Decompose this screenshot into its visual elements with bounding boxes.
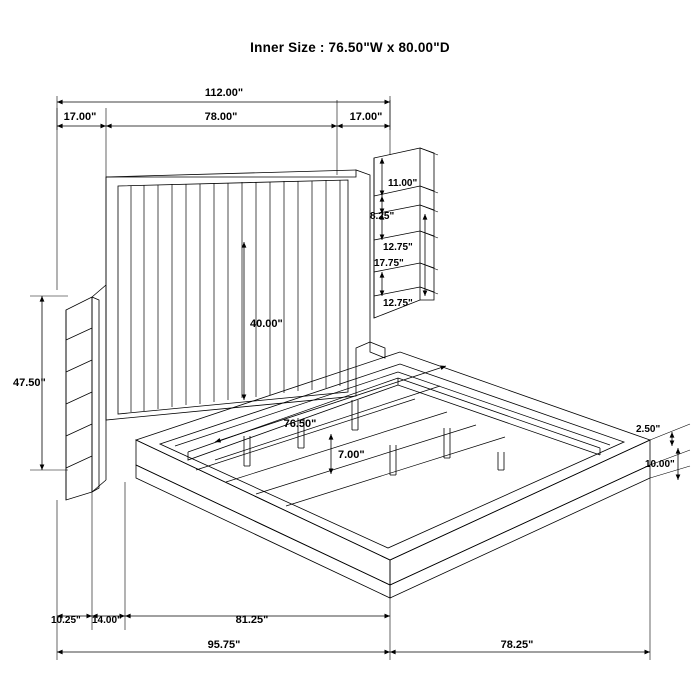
dim-label-rail-top-thickness: 2.50"	[636, 424, 661, 435]
dim-label-shelf-gap-1: 11.00"	[388, 178, 418, 189]
dim-label-bed-depth: 81.25"	[235, 614, 269, 626]
dim-label-overall-width: 112.00"	[204, 87, 244, 99]
dim-label-rail-height: 10.00"	[645, 459, 675, 470]
dim-label-left-offset-a: 10.25"	[51, 615, 81, 626]
dim-label-left-panel-width: 17.00"	[63, 111, 97, 123]
dim-label-overall-height: 47.50"	[13, 377, 46, 389]
dim-label-shelf-gap-4: 17.75"	[374, 258, 404, 269]
dim-label-inner-width: 76.50"	[283, 418, 317, 430]
dim-label-headboard-height: 40.00"	[250, 318, 283, 330]
dim-label-shelf-gap-3: 12.75"	[383, 242, 413, 253]
dim-label-left-offset-b: 14.00"	[92, 615, 122, 626]
dim-label-headboard-width: 78.00"	[204, 111, 238, 123]
dim-label-shelf-gap-5: 12.75"	[383, 298, 413, 309]
dim-label-slat-height: 7.00"	[338, 449, 365, 461]
page-title: Inner Size : 76.50"W x 80.00"D	[250, 40, 450, 55]
dim-label-right-panel-width: 17.00"	[349, 111, 383, 123]
dim-label-front-span: 95.75"	[207, 639, 241, 651]
dim-label-shelf-gap-2: 8.25"	[370, 211, 395, 222]
dim-label-right-span: 78.25"	[500, 639, 534, 651]
